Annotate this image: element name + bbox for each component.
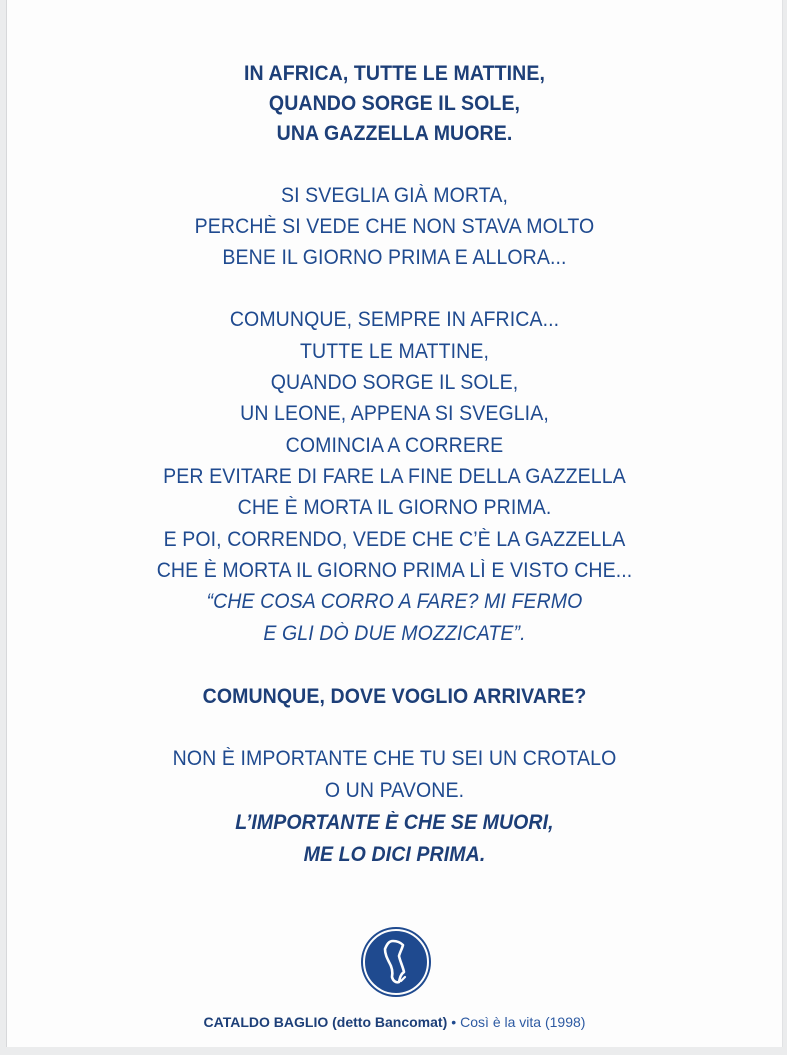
poem-line: BENE IL GIORNO PRIMA E ALLORA... [222, 246, 567, 269]
poem-line: E GLI DÒ DUE MOZZICATE”. [263, 622, 526, 645]
poem-line: CHE È MORTA IL GIORNO PRIMA. [237, 496, 552, 519]
poem-line: QUANDO SORGE IL SOLE, [268, 92, 521, 115]
poem-line: O UN PAVONE. [324, 779, 465, 802]
caption-separator: • [451, 1014, 457, 1030]
poem-line: UNA GAZZELLA MUORE. [276, 122, 513, 145]
source-title: Così è la vita (1998) [460, 1014, 586, 1030]
poem-line: COMINCIA A CORRERE [285, 434, 504, 457]
poem-line: CHE È MORTA IL GIORNO PRIMA LÌ E VISTO CHE... [156, 559, 633, 582]
poem-line: QUANDO SORGE IL SOLE, [270, 371, 519, 394]
poem-line: “CHE COSA CORRO A FARE? MI FERMO [206, 590, 583, 613]
poem-line: PER EVITARE DI FARE LA FINE DELLA GAZZELLA [163, 465, 626, 488]
poem-line: PERCHÈ SI VEDE CHE NON STAVA MOLTO [194, 215, 595, 238]
africa-map-emblem-icon [358, 924, 434, 1000]
poem-line: E POI, CORRENDO, VEDE CHE C’È LA GAZZELLA [163, 528, 626, 551]
poem-line: ME LO DICI PRIMA. [303, 843, 486, 866]
poem-line: NON È IMPORTANTE CHE TU SEI UN CROTALO [172, 747, 617, 770]
attribution-caption [7, 1012, 782, 1032]
poem-line: L’IMPORTANTE È CHE SE MUORI, [235, 811, 554, 834]
poem-line: IN AFRICA, TUTTE LE MATTINE, [244, 62, 545, 85]
poem-line: SI SVEGLIA GIÀ MORTA, [281, 184, 508, 207]
poem-content [7, 0, 782, 1047]
author-name: CATALDO BAGLIO (detto Bancomat) [203, 1014, 448, 1030]
poster-page [6, 0, 783, 1047]
poem-line: TUTTE LE MATTINE, [300, 340, 489, 363]
poem-line: COMUNQUE, DOVE VOGLIO ARRIVARE? [202, 685, 587, 708]
poem-line: COMUNQUE, SEMPRE IN AFRICA... [229, 308, 560, 331]
poem-line: UN LEONE, APPENA SI SVEGLIA, [240, 402, 549, 425]
